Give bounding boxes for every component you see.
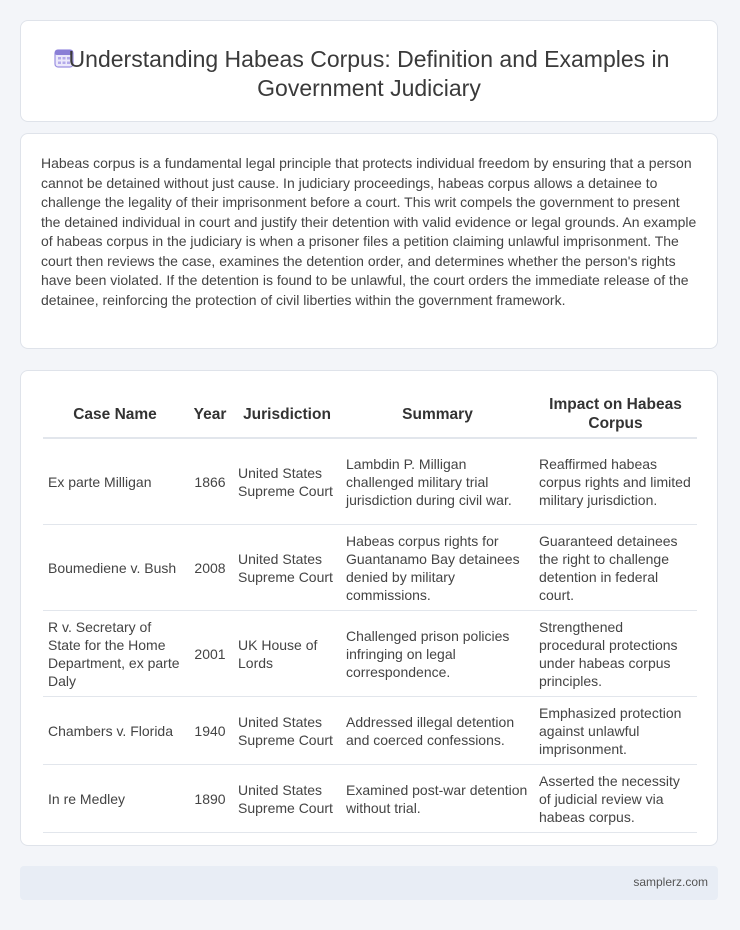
cell-summary: Addressed illegal detention and coerced confessions. (341, 697, 534, 765)
cell-year: 1940 (187, 697, 233, 765)
cell-case-name: R v. Secretary of State for the Home Department, ex parte Daly (43, 611, 187, 697)
cell-year: 2008 (187, 525, 233, 611)
cell-impact: Reaffirmed habeas corpus rights and limited military jurisdiction. (534, 438, 697, 525)
cell-summary: Lambdin P. Milligan challenged military trial jurisdiction during civil war. (341, 438, 534, 525)
cell-summary: Challenged prison policies infringing on legal correspondence. (341, 611, 534, 697)
cases-table (43, 391, 697, 833)
page-title: Understanding Habeas Corpus: Definition and Examples in Government Judiciary (68, 46, 670, 101)
table-row (43, 765, 697, 833)
cell-summary: Habeas corpus rights for Guantanamo Bay detainees denied by military commissions. (341, 525, 534, 611)
table-row (43, 438, 697, 525)
table-row (43, 611, 697, 697)
cell-case-name: Boumediene v. Bush (43, 525, 187, 611)
table-header-row (43, 391, 697, 438)
cell-year: 2001 (187, 611, 233, 697)
table-row (43, 525, 697, 611)
col-header-case-name: Case Name (43, 391, 187, 438)
intro-card (20, 133, 718, 349)
footer-bar (20, 866, 718, 900)
table-row (43, 697, 697, 765)
cell-case-name: Chambers v. Florida (43, 697, 187, 765)
cell-case-name: Ex parte Milligan (43, 438, 187, 525)
cell-case-name: In re Medley (43, 765, 187, 833)
cell-summary: Examined post-war detention without trial. (341, 765, 534, 833)
footer-site-link[interactable]: samplerz.com (633, 875, 708, 889)
cell-jurisdiction: United States Supreme Court (233, 525, 341, 611)
cell-impact: Emphasized protection against unlawful imprisonment. (534, 697, 697, 765)
cell-impact: Strengthened procedural protections under habeas corpus principles. (534, 611, 697, 697)
cell-jurisdiction: United States Supreme Court (233, 697, 341, 765)
cell-jurisdiction: United States Supreme Court (233, 765, 341, 833)
table-card (20, 370, 718, 846)
cell-year: 1890 (187, 765, 233, 833)
col-header-year: Year (187, 391, 233, 438)
cell-jurisdiction: UK House of Lords (233, 611, 341, 697)
cell-impact: Guaranteed detainees the right to challenge detention in federal court. (534, 525, 697, 611)
cell-year: 1866 (187, 438, 233, 525)
col-header-jurisdiction: Jurisdiction (233, 391, 341, 438)
col-header-summary: Summary (341, 391, 534, 438)
intro-paragraph: Habeas corpus is a fundamental legal principle that protects individual freedom by ensuring that a person cannot be detained without just cause. In judiciary proceedings, habeas corpus allows a detainee to challenge the legality of their imprisonment before a court. This writ compels the government to present the detained individual in court and justify their detention with valid evidence or legal grounds. An example of habeas corpus in the judiciary is when a prisoner files a petition claiming unlawful imprisonment. The court then reviews the case, examines the detention order, and determines whether the person's rights have been violated. If the detention is found to be unlawful, the court orders the immediate release of the detainee, reinforcing the protection of civil liberties within the government framework. (41, 155, 697, 308)
header-card (20, 20, 718, 122)
cell-impact: Asserted the necessity of judicial review via habeas corpus. (534, 765, 697, 833)
col-header-impact: Impact on Habeas Corpus (534, 391, 697, 438)
cell-jurisdiction: United States Supreme Court (233, 438, 341, 525)
